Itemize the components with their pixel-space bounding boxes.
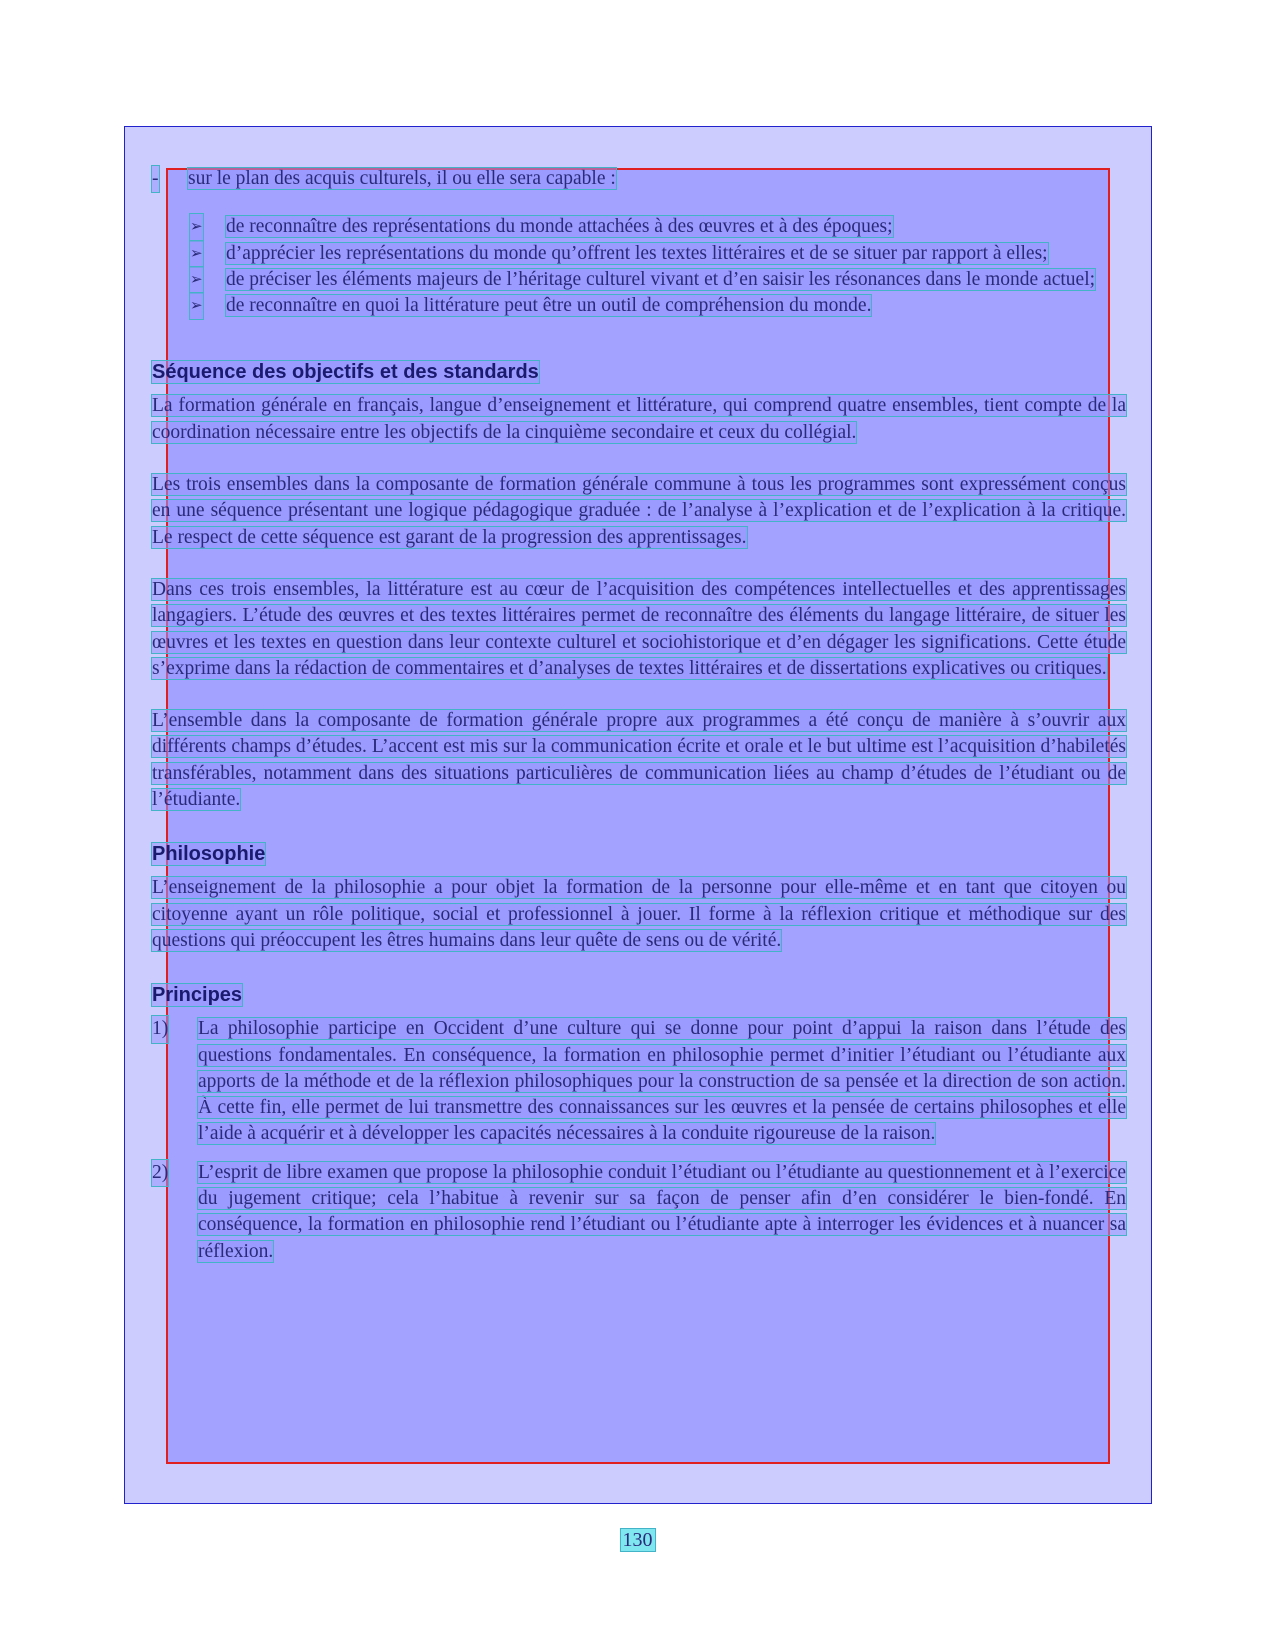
list-item — [152, 241, 1126, 267]
paragraph-text: Les trois ensembles dans la composante de formation générale commune à tous les programmes sont expressément conçus en une séquence présentant une logique pédagogique graduée : de l’analyse à l’explication et de l’explication à la critique. Le respect de cette séquence est garant de la progression des apprentissages. — [152, 474, 1126, 548]
list-item-text: de reconnaître des représentations du monde attachées à des œuvres et à des époques; — [226, 216, 893, 238]
list-item-text: La philosophie participe en Occident d’une culture qui se donne pour point d’appui la raison dans l’étude des questions fondamentales. En conséquence, la formation en philosophie permet d’initier l’étudiant ou l’étudiante aux apports de la méthode et de la réflexion philosophiques pour la construction de sa pensée et la direction de son action. À cette fin, elle permet de lui transmettre des connaissances sur les œuvres et la pensée de certains philosophes et elle l’aide à acquérir et à développer les capacités nécessaires à la conduite rigoureuse de la raison. — [198, 1018, 1126, 1145]
heading-text: Séquence des objectifs et des standards — [152, 361, 539, 384]
page-number — [0, 1528, 1275, 1552]
number-marker: 1) — [152, 1016, 168, 1042]
page-content — [152, 166, 1126, 1277]
list-item — [152, 267, 1126, 293]
section-heading-philosophie — [152, 841, 1126, 867]
cultural-goals-list — [152, 214, 1126, 319]
paragraph-text: Dans ces trois ensembles, la littérature est au cœur de l’acquisition des compétences intellectuelles et des apprentissages langagiers. L’étude des œuvres et des textes littéraires permet de reconnaître des éléments du langage littéraire, de situer les œuvres et les textes en question dans leur contexte culturel et sociohistorique et d’en dégager les significations. Cette étude s’exprime dans la rédaction de commentaires et d’analyses de textes littéraires et de dissertations explicatives ou critiques. — [152, 578, 1126, 679]
arrow-bullet-icon: ➢ — [190, 267, 203, 293]
list-item-text: de préciser les éléments majeurs de l’héritage culturel vivant et d’en saisir les résonances dans le monde actuel; — [226, 268, 1096, 290]
intro-item — [152, 166, 1126, 192]
paragraph-text: La formation générale en français, langue d’enseignement et littérature, qui comprend quatre ensembles, tient compte de la coordination nécessaire entre les objectifs de la cinquième secondaire et ceux du collégial. — [152, 395, 1126, 443]
list-item-text: de reconnaître en quoi la littérature peut être un outil de compréhension du monde. — [226, 295, 872, 317]
section-heading-principes — [152, 982, 1126, 1008]
list-item-text: L’esprit de libre examen que propose la philosophie conduit l’étudiant ou l’étudiante au questionnement et à l’exercice du jugement critique; cela l’habitue à revenir sur sa façon de penser afin d’en considérer le bien-fondé. En conséquence, la formation en philosophie rend l’étudiant ou l’étudiante apte à interroger les évidences et à nuancer sa réflexion. — [198, 1161, 1126, 1262]
list-item-text: d’apprécier les représentations du monde qu’offrent les textes littéraires et de se situer par rapport à elles; — [226, 242, 1048, 264]
page-number-text: 130 — [622, 1529, 653, 1551]
paragraph-text: L’enseignement de la philosophie a pour objet la formation de la personne pour elle-même et en tant que citoyen ou citoyenne ayant un rôle politique, social et professionnel à jouer. Il forme à la réflexion critique et méthodique sur des questions qui préoccupent les êtres humains dans leur quête de sens ou de vérité. — [152, 877, 1126, 951]
list-item — [152, 293, 1126, 319]
paragraph — [152, 577, 1126, 682]
intro-text: sur le plan des acquis culturels, il ou elle sera capable : — [188, 168, 616, 189]
list-item — [152, 1016, 1126, 1147]
list-item — [152, 214, 1126, 240]
paragraph — [152, 708, 1126, 813]
arrow-bullet-icon: ➢ — [190, 293, 203, 319]
paragraph-text: L’ensemble dans la composante de formation générale propre aux programmes a été conçu de manière à s’ouvrir aux différents champs d’études. L’accent est mis sur la communication écrite et orale et le but ultime est l’acquisition d’habiletés transférables, notamment dans des situations particulières de communication liées au champ d’études de l’étudiant ou de l’étudiante. — [152, 710, 1126, 811]
section-heading-sequence — [152, 359, 1126, 385]
paragraph — [152, 393, 1126, 446]
heading-text: Principes — [152, 984, 243, 1007]
arrow-bullet-icon: ➢ — [190, 241, 203, 267]
principles-list — [152, 1016, 1126, 1265]
dash-marker: - — [152, 166, 159, 192]
arrow-bullet-icon: ➢ — [190, 214, 203, 240]
heading-text: Philosophie — [152, 843, 266, 866]
paragraph — [152, 472, 1126, 551]
number-marker: 2) — [152, 1160, 168, 1186]
paragraph — [152, 875, 1126, 954]
list-item — [152, 1160, 1126, 1265]
